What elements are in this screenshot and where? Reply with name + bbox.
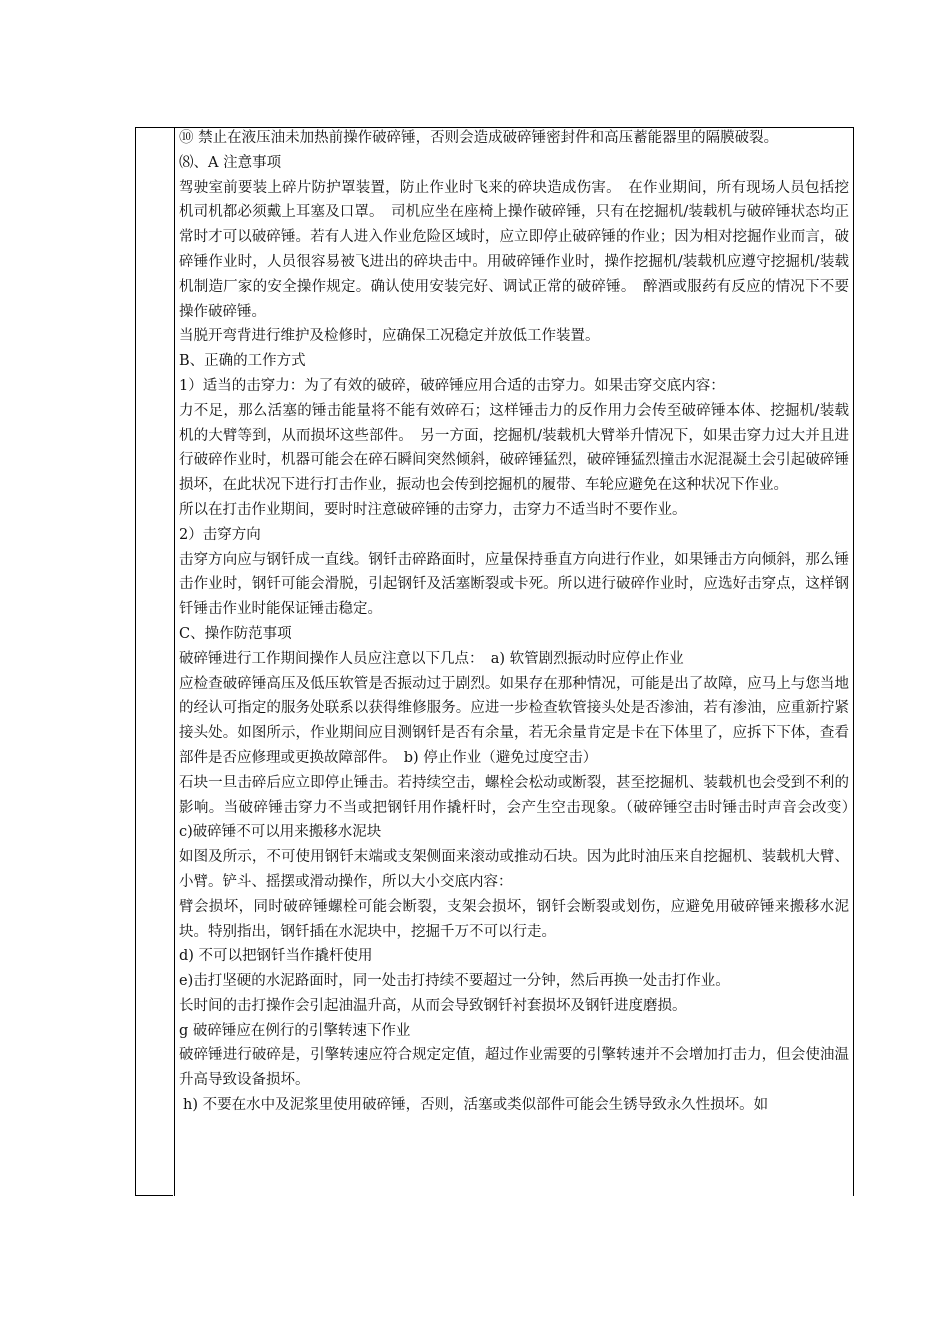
paragraph: 力不足，那么活塞的锤击能量将不能有效碎石；这样锤击力的反作用力会传至破碎锤本体、挖掘机/装载机的大臂等到，从而损坏这些部件。 另一方面，挖掘机/装载机大臂举升情况下，如果击穿力过大并且进行破碎作业时，机器可能会在碎石瞬间突然倾斜，破碎锤猛烈，破碎锤猛烈撞击水泥混凝土会引起破碎锤损坏，在此状况下进行打击作业，振动也会传到挖掘机的履带、车轮应避免在这种状况下作业。 [179,402,849,494]
paragraph: 破碎锤进行破碎是，引擎转速应符合规定定值，超过作业需要的引擎转速并不会增加打击力，但会使油温升高导致设备损坏。 [179,1047,849,1089]
paragraph: d) 不可以把钢钎当作撬杆使用 [179,948,373,965]
paragraph: ⑩ 禁止在液压油未加热前操作破碎锤，否则会造成破碎锤密封件和高压蓄能器里的隔膜破裂。 [179,130,779,146]
table-bottom-edge [135,1195,173,1196]
paragraph: 当脱开弯背进行维护及检修时，应确保工况稳定并放低工作装置。 [179,328,600,345]
paragraph: 长时间的击打操作会引起油温升高，从而会导致钢钎衬套损坏及钢钎进度磨损。 [179,997,687,1014]
document-body [179,126,864,1118]
paragraph: 所以在打击作业期间，要时时注意破碎锤的击穿力，击穿力不适当时不要作业。 [179,501,687,518]
paragraph: h) 不要在水中及泥浆里使用破碎锤，否则，活塞或类似部件可能会生锈导致永久性损坏。如 [183,1097,769,1114]
paragraph: B、正确的工作方式 [179,353,306,370]
paragraph: 破碎锤进行工作期间操作人员应注意以下几点： a) 软管剧烈振动时应停止作业 [179,650,684,667]
paragraph: 1）适当的击穿力：为了有效的破碎，破碎锤应用合适的击穿力。如果击穿交底内容： [179,377,725,394]
column-divider [174,128,175,1196]
paragraph: ⑻、A 注意事项 [179,154,282,171]
paragraph: e)击打坚硬的水泥路面时，同一处击打持续不要超过一分钟，然后再换一处击打作业。 [179,973,730,990]
paragraph: 臂会损坏，同时破碎锤螺栓可能会断裂，支架会损坏，钢钎会断裂或划伤，应避免用破碎锤来搬移水泥块。特别指出，钢钎插在水泥块中，挖掘千万不可以行走。 [179,898,849,940]
paragraph: C、操作防范事项 [179,625,292,642]
paragraph: 驾驶室前要装上碎片防护罩装置，防止作业时飞来的碎块造成伤害。 在作业期间，所有现场人员包括挖机司机都必须戴上耳塞及口罩。 司机应坐在座椅上操作破碎锤，只有在挖掘机/装载机与破碎锤状态均正常时才可以破碎锤。若有人进入作业危险区域时，应立即停止破碎锤的作业；因为相对挖掘作业而言，破碎锤作业时，人员很容易被飞进出的碎块击中。用破碎锤作业时，操作挖掘机/装载机应遵守挖掘机/装载机制造厂家的安全操作规定。确认使用安装完好、调试正常的破碎锤。 醉酒或服药有反应的情况下不要操作破碎锤。 [179,179,849,320]
paragraph: 2）击穿方向 [179,526,261,543]
paragraph: 击穿方向应与钢钎成一直线。钢钎击碎路面时，应量保持垂直方向进行作业，如果锤击方向倾斜，那么锤击作业时，钢钎可能会滑脱，引起钢钎及活塞断裂或卡死。所以进行破碎作业时，应选好击穿点，这样钢钎锤击作业时能保证锤击稳定。 [179,551,849,618]
paragraph: 如图及所示，不可使用钢钎末端或支架侧面来滚动或推动石块。因为此时油压来自挖掘机、装载机大臂、小臂。铲斗、摇摆或滑动操作，所以大小交底内容： [179,849,849,890]
paragraph: 应检查破碎锤高压及低压软管是否振动过于剧烈。如果存在那种情况，可能是出了故障，应马上与您当地的经认可指定的服务处联系以获得维修服务。应进一步检查软管接头处是否渗油，若有渗油，应重新拧紧接头处。如图所示，作业期间应目测钢钎是否有余量，若无余量肯定是卡在下体里了，应拆下下体，查看部件是否应修理或更换故障部件。 b) 停止作业（避免过度空击） [179,675,849,766]
paragraph: g 破碎锤应在例行的引擎转速下作业 [179,1022,411,1039]
paragraph: 石块一旦击碎后应立即停止锤击。若持续空击，螺栓会松动或断裂，甚至挖掘机、装载机也会受到不利的影响。当破碎锤击穿力不当或把钢钎用作撬杆时，会产生空击现象。（破碎锤空击时锤击时声音会改变） c)破碎锤不可以用来搬移水泥块 [179,774,864,841]
